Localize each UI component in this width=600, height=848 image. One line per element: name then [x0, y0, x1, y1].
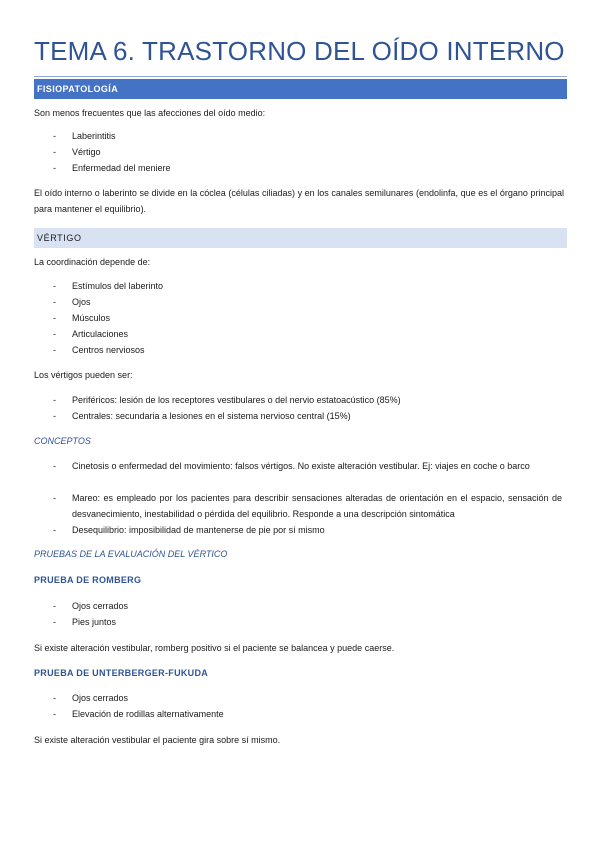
- bullet-dash: -: [53, 525, 56, 535]
- section-heading-fisiopatologia: FISIOPATOLOGÍA: [34, 79, 567, 99]
- unterberger-note: Si existe alteración vestibular el paciente gira sobre sí mismo.: [34, 735, 281, 745]
- bullet-dash: -: [53, 147, 56, 157]
- vertigo-types-intro: Los vértigos pueden ser:: [34, 370, 133, 380]
- bullet-dash: -: [53, 493, 56, 503]
- section-heading-vertigo: VÉRTIGO: [34, 228, 567, 248]
- bullet-dash: -: [53, 345, 56, 355]
- coordination-intro: La coordinación depende de:: [34, 257, 151, 267]
- bullet-dash: -: [53, 693, 56, 703]
- fisio-intro: Son menos frecuentes que las afecciones del oído medio:: [34, 108, 266, 118]
- bullet-dash: -: [53, 395, 56, 405]
- romberg-heading: PRUEBA DE ROMBERG: [34, 575, 142, 585]
- fisio-paragraph: El oído interno o laberinto se divide en la cóclea (células ciliadas) y en los canales semilunares (endolinfa, que es el órgano principal para mantener el equilibrio).: [34, 188, 564, 214]
- bullet-dash: -: [53, 329, 56, 339]
- unterberger-heading: PRUEBA DE UNTERBERGER-FUKUDA: [34, 668, 209, 678]
- bullet-dash: -: [53, 461, 56, 471]
- concepts-heading: CONCEPTOS: [34, 436, 91, 446]
- title-underline: [34, 76, 567, 77]
- bullet-dash: -: [53, 297, 56, 307]
- page-title: TEMA 6. TRASTORNO DEL OÍDO INTERNO: [34, 36, 565, 66]
- bullet-dash: -: [53, 411, 56, 421]
- bullet-dash: -: [53, 163, 56, 173]
- bullet-dash: -: [53, 617, 56, 627]
- romberg-note: Si existe alteración vestibular, romberg positivo si el paciente se balancea y puede caerse.: [34, 643, 395, 653]
- bullet-dash: -: [53, 131, 56, 141]
- tests-heading: PRUEBAS DE LA EVALUACIÓN DEL VÉRTICO: [34, 549, 228, 559]
- bullet-dash: -: [53, 709, 56, 719]
- bullet-dash: -: [53, 313, 56, 323]
- bullet-dash: -: [53, 601, 56, 611]
- bullet-dash: -: [53, 281, 56, 291]
